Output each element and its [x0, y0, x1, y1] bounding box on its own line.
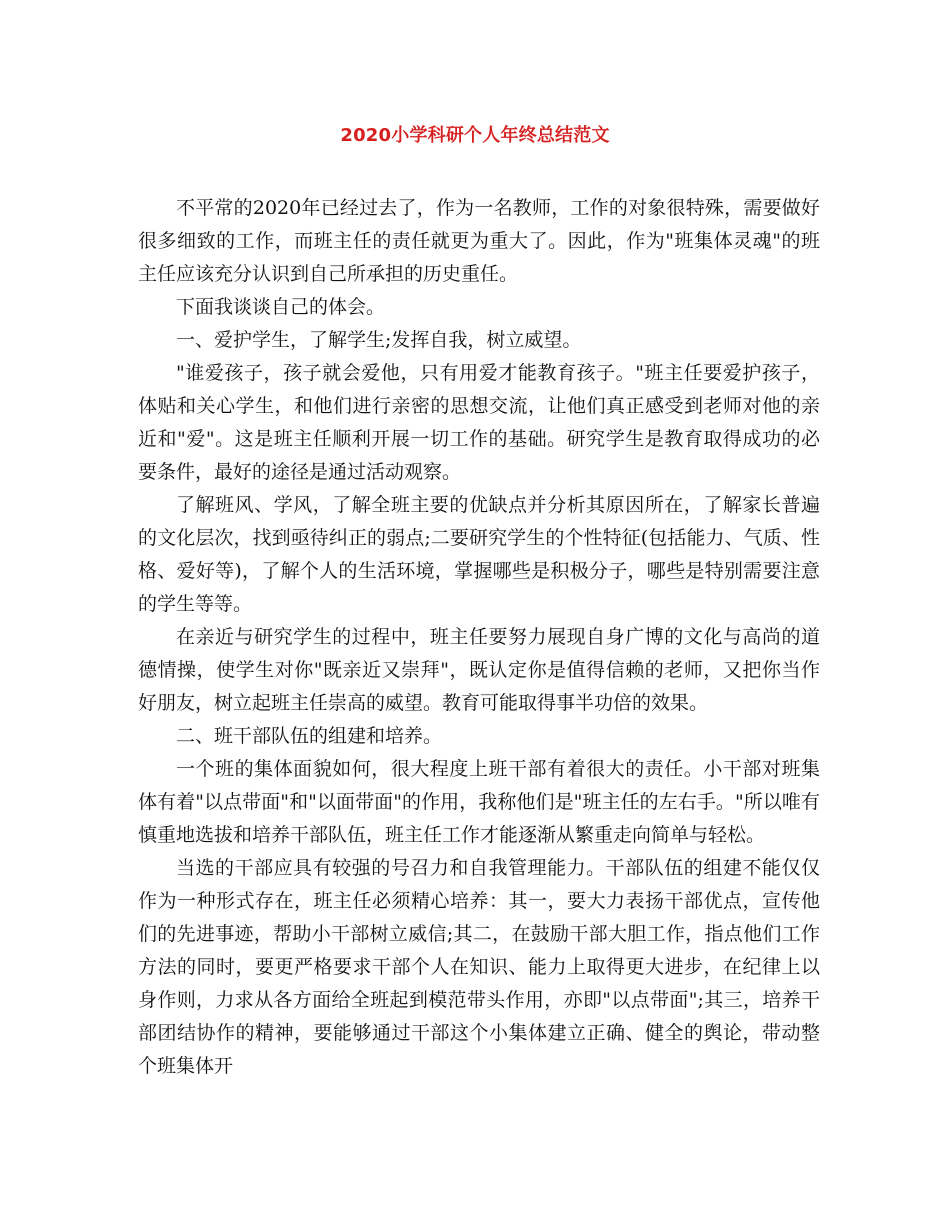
paragraph-8: 一个班的集体面貌如何，很大程度上班干部有着很大的责任。小干部对班集体有着"以点带面"和"以面带面"的作用，我称他们是"班主任的左右手。"所以唯有慎重地选拔和培养干部队伍，班主任工作才能逐渐从繁重走向简单与轻松。 — [138, 758, 820, 846]
paragraph-7: 二、班干部队伍的组建和培养。 — [176, 725, 443, 747]
paragraph-9: 当选的干部应具有较强的号召力和自我管理能力。干部队伍的组建不能仅仅作为一种形式存在，班主任必须精心培养：其一，要大力表扬干部优点，宣传他们的先进事迹，帮助小干部树立威信;其二，在鼓励干部大胆工作，指点他们工作方法的同时，要更严格要求干部个人在知识、能力上取得更大进步，在纪律上以身作则，力求从各方面给全班起到模范带头作用，亦即"以点带面";其三，培养干部团结协作的精神，要能够通过干部这个小集体建立正确、健全的舆论，带动整个班集体开 — [138, 857, 820, 1077]
paragraph-6: 在亲近与研究学生的过程中，班主任要努力展现自身广博的文化与高尚的道德情操，使学生对你"既亲近又崇拜"，既认定你是值得信赖的老师，又把你当作好朋友，树立起班主任崇高的威望。教育可能取得事半功倍的效果。 — [138, 626, 820, 714]
paragraph-5: 了解班风、学风，了解全班主要的优缺点并分析其原因所在，了解家长普遍的文化层次，找到亟待纠正的弱点;二要研究学生的个性特征(包括能力、气质、性格、爱好等)，了解个人的生活环境，掌握哪些是积极分子，哪些是特别需要注意的学生等等。 — [138, 494, 820, 615]
paragraph-2: 下面我谈谈自己的体会。 — [176, 296, 386, 318]
paragraph-1: 不平常的2020年已经过去了，作为一名教师，工作的对象很特殊，需要做好很多细致的工作，而班主任的责任就更为重大了。因此，作为"班集体灵魂"的班主任应该充分认识到自己所承担的历史重任。 — [138, 197, 820, 285]
document-body — [138, 192, 820, 1083]
document-title: 2020小学科研个人年终总结范文 — [340, 125, 610, 146]
paragraph-4: "谁爱孩子，孩子就会爱他，只有用爱才能教育孩子。"班主任要爱护孩子，体贴和关心学生，和他们进行亲密的思想交流，让他们真正感受到老师对他的亲近和"爱"。这是班主任顺利开展一切工作的基础。研究学生是教育取得成功的必要条件，最好的途径是通过活动观察。 — [138, 362, 820, 483]
paragraph-3: 一、爱护学生，了解学生;发挥自我，树立威望。 — [176, 329, 582, 351]
